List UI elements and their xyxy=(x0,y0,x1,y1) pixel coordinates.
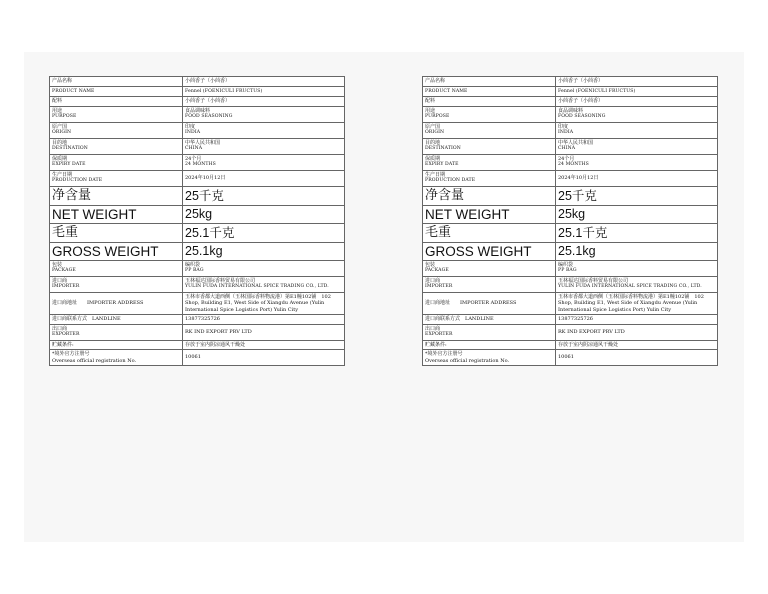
gross-weight-value-en: 25.1kg xyxy=(556,242,718,260)
destination-value-en: CHINA xyxy=(558,146,576,151)
origin-label-en: ORIGIN xyxy=(425,130,445,135)
document-page xyxy=(24,52,744,542)
landline-label: 进口商联系方式 LANDLINE xyxy=(423,315,556,325)
purpose-label-en: PURPOSE xyxy=(52,114,77,119)
product-name-label-cn: 产品名称 xyxy=(423,77,556,87)
gross-weight-number: 25.1 xyxy=(558,225,583,240)
row-expiry xyxy=(423,154,718,170)
row-product-name-en xyxy=(50,86,345,97)
storage-value: 存放于室内阴凉通风干燥处 xyxy=(556,340,718,350)
package-label-cn: 包装 xyxy=(425,261,436,268)
ingredients-value: 小茴香子（小茴香） xyxy=(556,97,718,107)
purpose-label-cn: 用途 xyxy=(425,107,436,114)
row-net-weight-cn xyxy=(50,186,345,205)
row-purpose xyxy=(423,106,718,122)
row-gross-weight-cn xyxy=(423,223,718,242)
importer-label-en: IMPORTER xyxy=(425,284,453,289)
expiry-value-cn: 24个月 xyxy=(558,155,575,162)
origin-label-cn: 原产国 xyxy=(52,123,68,130)
row-destination xyxy=(423,138,718,154)
net-weight-label-cn: 净含量 xyxy=(423,186,556,205)
exporter-label-en: EXPORTER xyxy=(52,332,80,337)
destination-label-en: DESTINATION xyxy=(52,146,88,151)
package-label-en: PACKAGE xyxy=(425,268,449,273)
product-name-value-en: Fennel (FOENICULI FRUCTUS) xyxy=(185,88,263,94)
row-registration xyxy=(50,350,345,366)
gross-weight-label-en: GROSS WEIGHT xyxy=(423,242,556,260)
production-label-en: PRODUCTION DATE xyxy=(52,178,103,183)
row-importer xyxy=(423,276,718,292)
registration-value: 10061 xyxy=(183,350,345,366)
importer-address-value: 玉林市香都大道西侧（玉林国际香料物流港）第E1幢102铺 102 Shop, Building E1, West Side of Xiangdu Avenue (Yulin International Spice Logistics Port) Yulin City xyxy=(556,292,718,315)
landline-label: 进口商联系方式 LANDLINE xyxy=(50,315,183,325)
row-landline xyxy=(423,315,718,325)
row-landline xyxy=(50,315,345,325)
expiry-value-cn: 24个月 xyxy=(185,155,202,162)
production-value: 2024年10月12日 xyxy=(556,170,718,186)
row-gross-weight-en xyxy=(423,242,718,260)
row-ingredients xyxy=(423,97,718,107)
row-gross-weight-en xyxy=(50,242,345,260)
product-name-value-en: Fennel (FOENICULI FRUCTUS) xyxy=(558,88,636,94)
net-weight-label-en: NET WEIGHT xyxy=(423,205,556,223)
gross-weight-unit-cn: 千克 xyxy=(209,224,235,240)
purpose-label-cn: 用途 xyxy=(52,107,63,114)
row-registration xyxy=(423,350,718,366)
net-weight-unit-cn: 千克 xyxy=(198,187,224,203)
landline-value: 13877325726 xyxy=(556,315,718,325)
row-importer xyxy=(50,276,345,292)
gross-weight-value-en: 25.1kg xyxy=(183,242,345,260)
row-storage xyxy=(50,340,345,350)
importer-address-label: 进口商地址 IMPORTER ADDRESS xyxy=(423,292,556,315)
importer-label-cn: 进口商 xyxy=(425,277,441,284)
row-package xyxy=(50,260,345,276)
storage-label: 贮藏条件: xyxy=(50,340,183,350)
production-label-en: PRODUCTION DATE xyxy=(425,178,476,183)
importer-value-en: YULIN FUDA INTERNATIONAL SPICE TRADING CO., LTD. xyxy=(558,284,702,289)
purpose-label-en: PURPOSE xyxy=(425,114,450,119)
destination-value-en: CHINA xyxy=(185,146,203,151)
expiry-label-en: EXPIRY DATE xyxy=(52,162,86,167)
expiry-value-en: 24 MONTHS xyxy=(558,162,589,167)
net-weight-value-en: 25kg xyxy=(556,205,718,223)
production-label-cn: 生产日期 xyxy=(52,171,73,178)
package-value-cn: 编织袋 xyxy=(558,261,574,268)
product-label-right xyxy=(422,76,718,366)
expiry-label-cn: 保质期 xyxy=(52,155,68,162)
expiry-label-cn: 保质期 xyxy=(425,155,441,162)
row-package xyxy=(423,260,718,276)
purpose-value-en: FOOD SEASONING xyxy=(185,114,233,119)
row-purpose xyxy=(50,106,345,122)
importer-address-label: 进口商地址 IMPORTER ADDRESS xyxy=(50,292,183,315)
row-expiry xyxy=(50,154,345,170)
row-destination xyxy=(50,138,345,154)
row-exporter xyxy=(50,324,345,340)
row-product-name-cn xyxy=(50,77,345,87)
gross-weight-unit-cn: 千克 xyxy=(582,224,608,240)
product-name-value-cn: 小茴香子（小茴香） xyxy=(183,77,345,87)
origin-value-cn: 印度 xyxy=(558,123,569,130)
origin-value-en: INDIA xyxy=(185,130,201,135)
net-weight-value-en: 25kg xyxy=(183,205,345,223)
origin-value-en: INDIA xyxy=(558,130,574,135)
package-label-en: PACKAGE xyxy=(52,268,76,273)
net-weight-number: 25 xyxy=(558,188,572,203)
registration-value: 10061 xyxy=(556,350,718,366)
destination-label-cn: 目的地 xyxy=(52,139,68,146)
destination-label-en: DESTINATION xyxy=(425,146,461,151)
row-net-weight-en xyxy=(423,205,718,223)
production-label-cn: 生产日期 xyxy=(425,171,446,178)
net-weight-unit-cn: 千克 xyxy=(571,187,597,203)
purpose-value-cn: 食品调味料 xyxy=(185,107,211,114)
landline-value: 13877325726 xyxy=(183,315,345,325)
gross-weight-label-cn: 毛重 xyxy=(50,223,183,242)
importer-label-cn: 进口商 xyxy=(52,277,68,284)
destination-value-cn: 中华人民共和国 xyxy=(185,139,221,146)
product-name-label-en: PRODUCT NAME xyxy=(425,88,468,94)
expiry-value-en: 24 MONTHS xyxy=(185,162,216,167)
row-product-name-en xyxy=(423,86,718,97)
expiry-label-en: EXPIRY DATE xyxy=(425,162,459,167)
row-production-date xyxy=(50,170,345,186)
exporter-label-cn: 出口商 xyxy=(425,325,441,332)
row-origin xyxy=(50,122,345,138)
ingredients-label: 配料 xyxy=(50,97,183,107)
registration-label-cn: *境外官方注册号 xyxy=(52,351,90,357)
row-storage xyxy=(423,340,718,350)
package-value-cn: 编织袋 xyxy=(185,261,201,268)
package-label-cn: 包装 xyxy=(52,261,63,268)
importer-value-cn: 玉林福达国际香料贸易有限公司 xyxy=(558,277,629,284)
importer-value-cn: 玉林福达国际香料贸易有限公司 xyxy=(185,277,256,284)
exporter-label-en: EXPORTER xyxy=(425,332,453,337)
storage-label: 贮藏条件: xyxy=(423,340,556,350)
net-weight-label-en: NET WEIGHT xyxy=(50,205,183,223)
ingredients-label: 配料 xyxy=(423,97,556,107)
importer-value-en: YULIN FUDA INTERNATIONAL SPICE TRADING CO., LTD. xyxy=(185,284,329,289)
row-importer-address xyxy=(423,292,718,315)
row-net-weight-en xyxy=(50,205,345,223)
product-name-label-en: PRODUCT NAME xyxy=(52,88,95,94)
row-ingredients xyxy=(50,97,345,107)
product-name-value-cn: 小茴香子（小茴香） xyxy=(556,77,718,87)
product-name-label-cn: 产品名称 xyxy=(50,77,183,87)
origin-label-en: ORIGIN xyxy=(52,130,72,135)
registration-label-en: Overseas official registration No. xyxy=(52,357,137,364)
storage-value: 存放于室内阴凉通风干燥处 xyxy=(183,340,345,350)
purpose-value-cn: 食品调味料 xyxy=(558,107,584,114)
ingredients-value: 小茴香子（小茴香） xyxy=(183,97,345,107)
exporter-value: RK IND EXPORT PRV LTD xyxy=(556,324,718,340)
row-importer-address xyxy=(50,292,345,315)
row-production-date xyxy=(423,170,718,186)
row-product-name-cn xyxy=(423,77,718,87)
row-net-weight-cn xyxy=(423,186,718,205)
origin-label-cn: 原产国 xyxy=(425,123,441,130)
destination-value-cn: 中华人民共和国 xyxy=(558,139,594,146)
destination-label-cn: 目的地 xyxy=(425,139,441,146)
importer-label-en: IMPORTER xyxy=(52,284,80,289)
product-label-left xyxy=(49,76,345,366)
origin-value-cn: 印度 xyxy=(185,123,196,130)
registration-label-cn: *境外官方注册号 xyxy=(425,351,463,357)
gross-weight-number: 25.1 xyxy=(185,225,210,240)
gross-weight-label-cn: 毛重 xyxy=(423,223,556,242)
production-value: 2024年10月12日 xyxy=(183,170,345,186)
gross-weight-label-en: GROSS WEIGHT xyxy=(50,242,183,260)
net-weight-number: 25 xyxy=(185,188,199,203)
importer-address-value: 玉林市香都大道西侧（玉林国际香料物流港）第E1幢102铺 102 Shop, Building E1, West Side of Xiangdu Avenue (Yulin International Spice Logistics Port) Yulin City xyxy=(183,292,345,315)
exporter-value: RK IND EXPORT PRV LTD xyxy=(183,324,345,340)
row-origin xyxy=(423,122,718,138)
row-exporter xyxy=(423,324,718,340)
exporter-label-cn: 出口商 xyxy=(52,325,68,332)
package-value-en: PP BAG xyxy=(558,268,577,273)
registration-label-en: Overseas official registration No. xyxy=(425,357,510,364)
package-value-en: PP BAG xyxy=(185,268,204,273)
net-weight-label-cn: 净含量 xyxy=(50,186,183,205)
purpose-value-en: FOOD SEASONING xyxy=(558,114,606,119)
row-gross-weight-cn xyxy=(50,223,345,242)
